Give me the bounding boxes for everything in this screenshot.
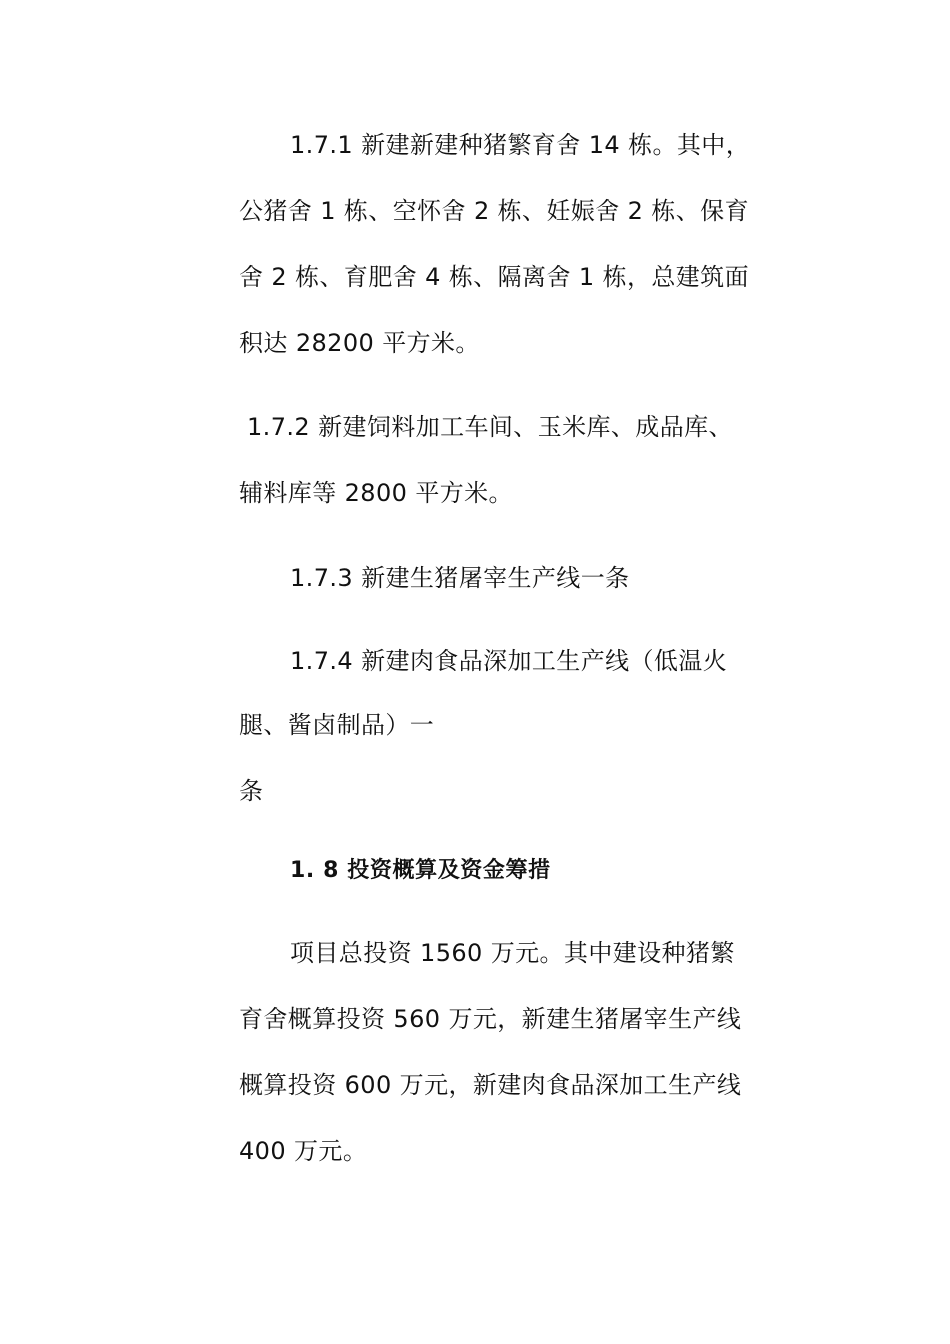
section-heading-1-8: 1. 8 投资概算及资金筹措 [290,858,551,883]
paragraph-1-7-4-line-2: 腿、酱卤制品）一 [239,711,435,739]
paragraph-1-7-1-line-3: 舍 2 栋、育肥舍 4 栋、隔离舍 1 栋，总建筑面 [239,263,749,291]
paragraph-1-7-4-line-3: 条 [239,777,264,805]
paragraph-investment-line-1: 项目总投资 1560 万元。其中建设种猪繁 [290,939,735,967]
paragraph-investment-line-4: 400 万元。 [239,1137,368,1165]
paragraph-investment-line-2: 育舍概算投资 560 万元，新建生猪屠宰生产线 [239,1005,742,1033]
paragraph-1-7-1-line-2: 公猪舍 1 栋、空怀舍 2 栋、妊娠舍 2 栋、保育 [239,197,749,225]
paragraph-1-7-4-line-1: 1.7.4 新建肉食品深加工生产线（低温火 [290,647,728,675]
paragraph-1-7-1-line-4: 积达 28200 平方米。 [239,329,480,357]
paragraph-1-7-3: 1.7.3 新建生猪屠宰生产线一条 [290,564,630,592]
paragraph-1-7-1-line-1: 1.7.1 新建新建种猪繁育舍 14 栋。其中， [290,131,751,159]
paragraph-1-7-2-line-2: 辅料库等 2800 平方米。 [239,479,513,507]
paragraph-investment-line-3: 概算投资 600 万元，新建肉食品深加工生产线 [239,1071,742,1099]
paragraph-1-7-2-line-1: 1.7.2 新建饲料加工车间、玉米库、成品库、 [247,413,733,441]
